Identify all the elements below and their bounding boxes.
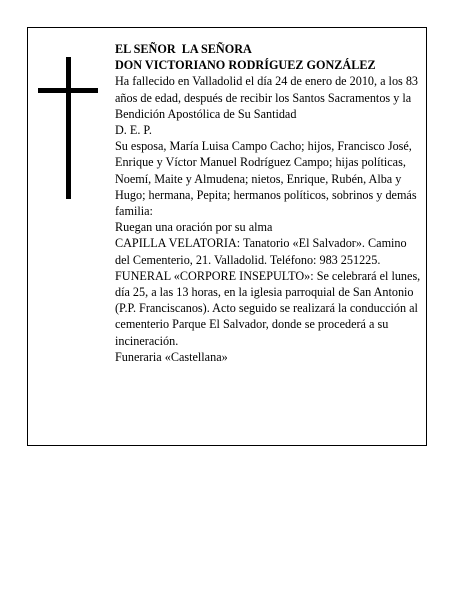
obituary-heading: EL SEÑOR LA SEÑORA (115, 42, 252, 56)
death-announcement: Ha fallecido en Valladolid el día 24 de enero de 2010, a los 83 años de edad, después de recibir los Santos Sacramentos y la Bendición Apostólica de Su Santidad (115, 74, 419, 121)
funeral-label: FUNERAL «CORPORE INSEPULTO»: (115, 268, 314, 283)
cross-vertical-bar (66, 57, 71, 199)
family-list: Su esposa, María Luisa Campo Cacho; hijos, Francisco José, Enrique y Víctor Manuel Rodríguez Campo; hijas políticas, Noemí, Maite y Almudena; nietos, Enrique, Rubén, Alba y Hugo; hermana, Pepita; hermanos políticos, sobrinos y demás familia: (115, 139, 417, 219)
funeral-info (115, 268, 423, 349)
funeral-home: Funeraria «Castellana» (115, 349, 228, 364)
chapel-info: CAPILLA VELATORIA: Tanatorio «El Salvador». Camino del Cementerio, 21. Valladolid. Teléfono: 983 251225. (115, 236, 407, 267)
deceased-name: DON VICTORIANO RODRÍGUEZ GONZÁLEZ (115, 58, 376, 73)
obituary-notice (27, 27, 427, 446)
rip-text: D. E. P. (115, 123, 152, 138)
obituary-text (115, 41, 423, 365)
prayer-request: Ruegan una oración por su alma (115, 220, 273, 235)
funeral-details: Se celebrará el lunes, día 25, a las 13 horas, en la iglesia parroquial de San Antonio (P.P. Franciscanos). Acto seguido se realizará la conducción al cementerio Parque El Salvador, donde se procederá a su incineración. (115, 268, 421, 348)
cross-horizontal-bar (38, 88, 98, 93)
